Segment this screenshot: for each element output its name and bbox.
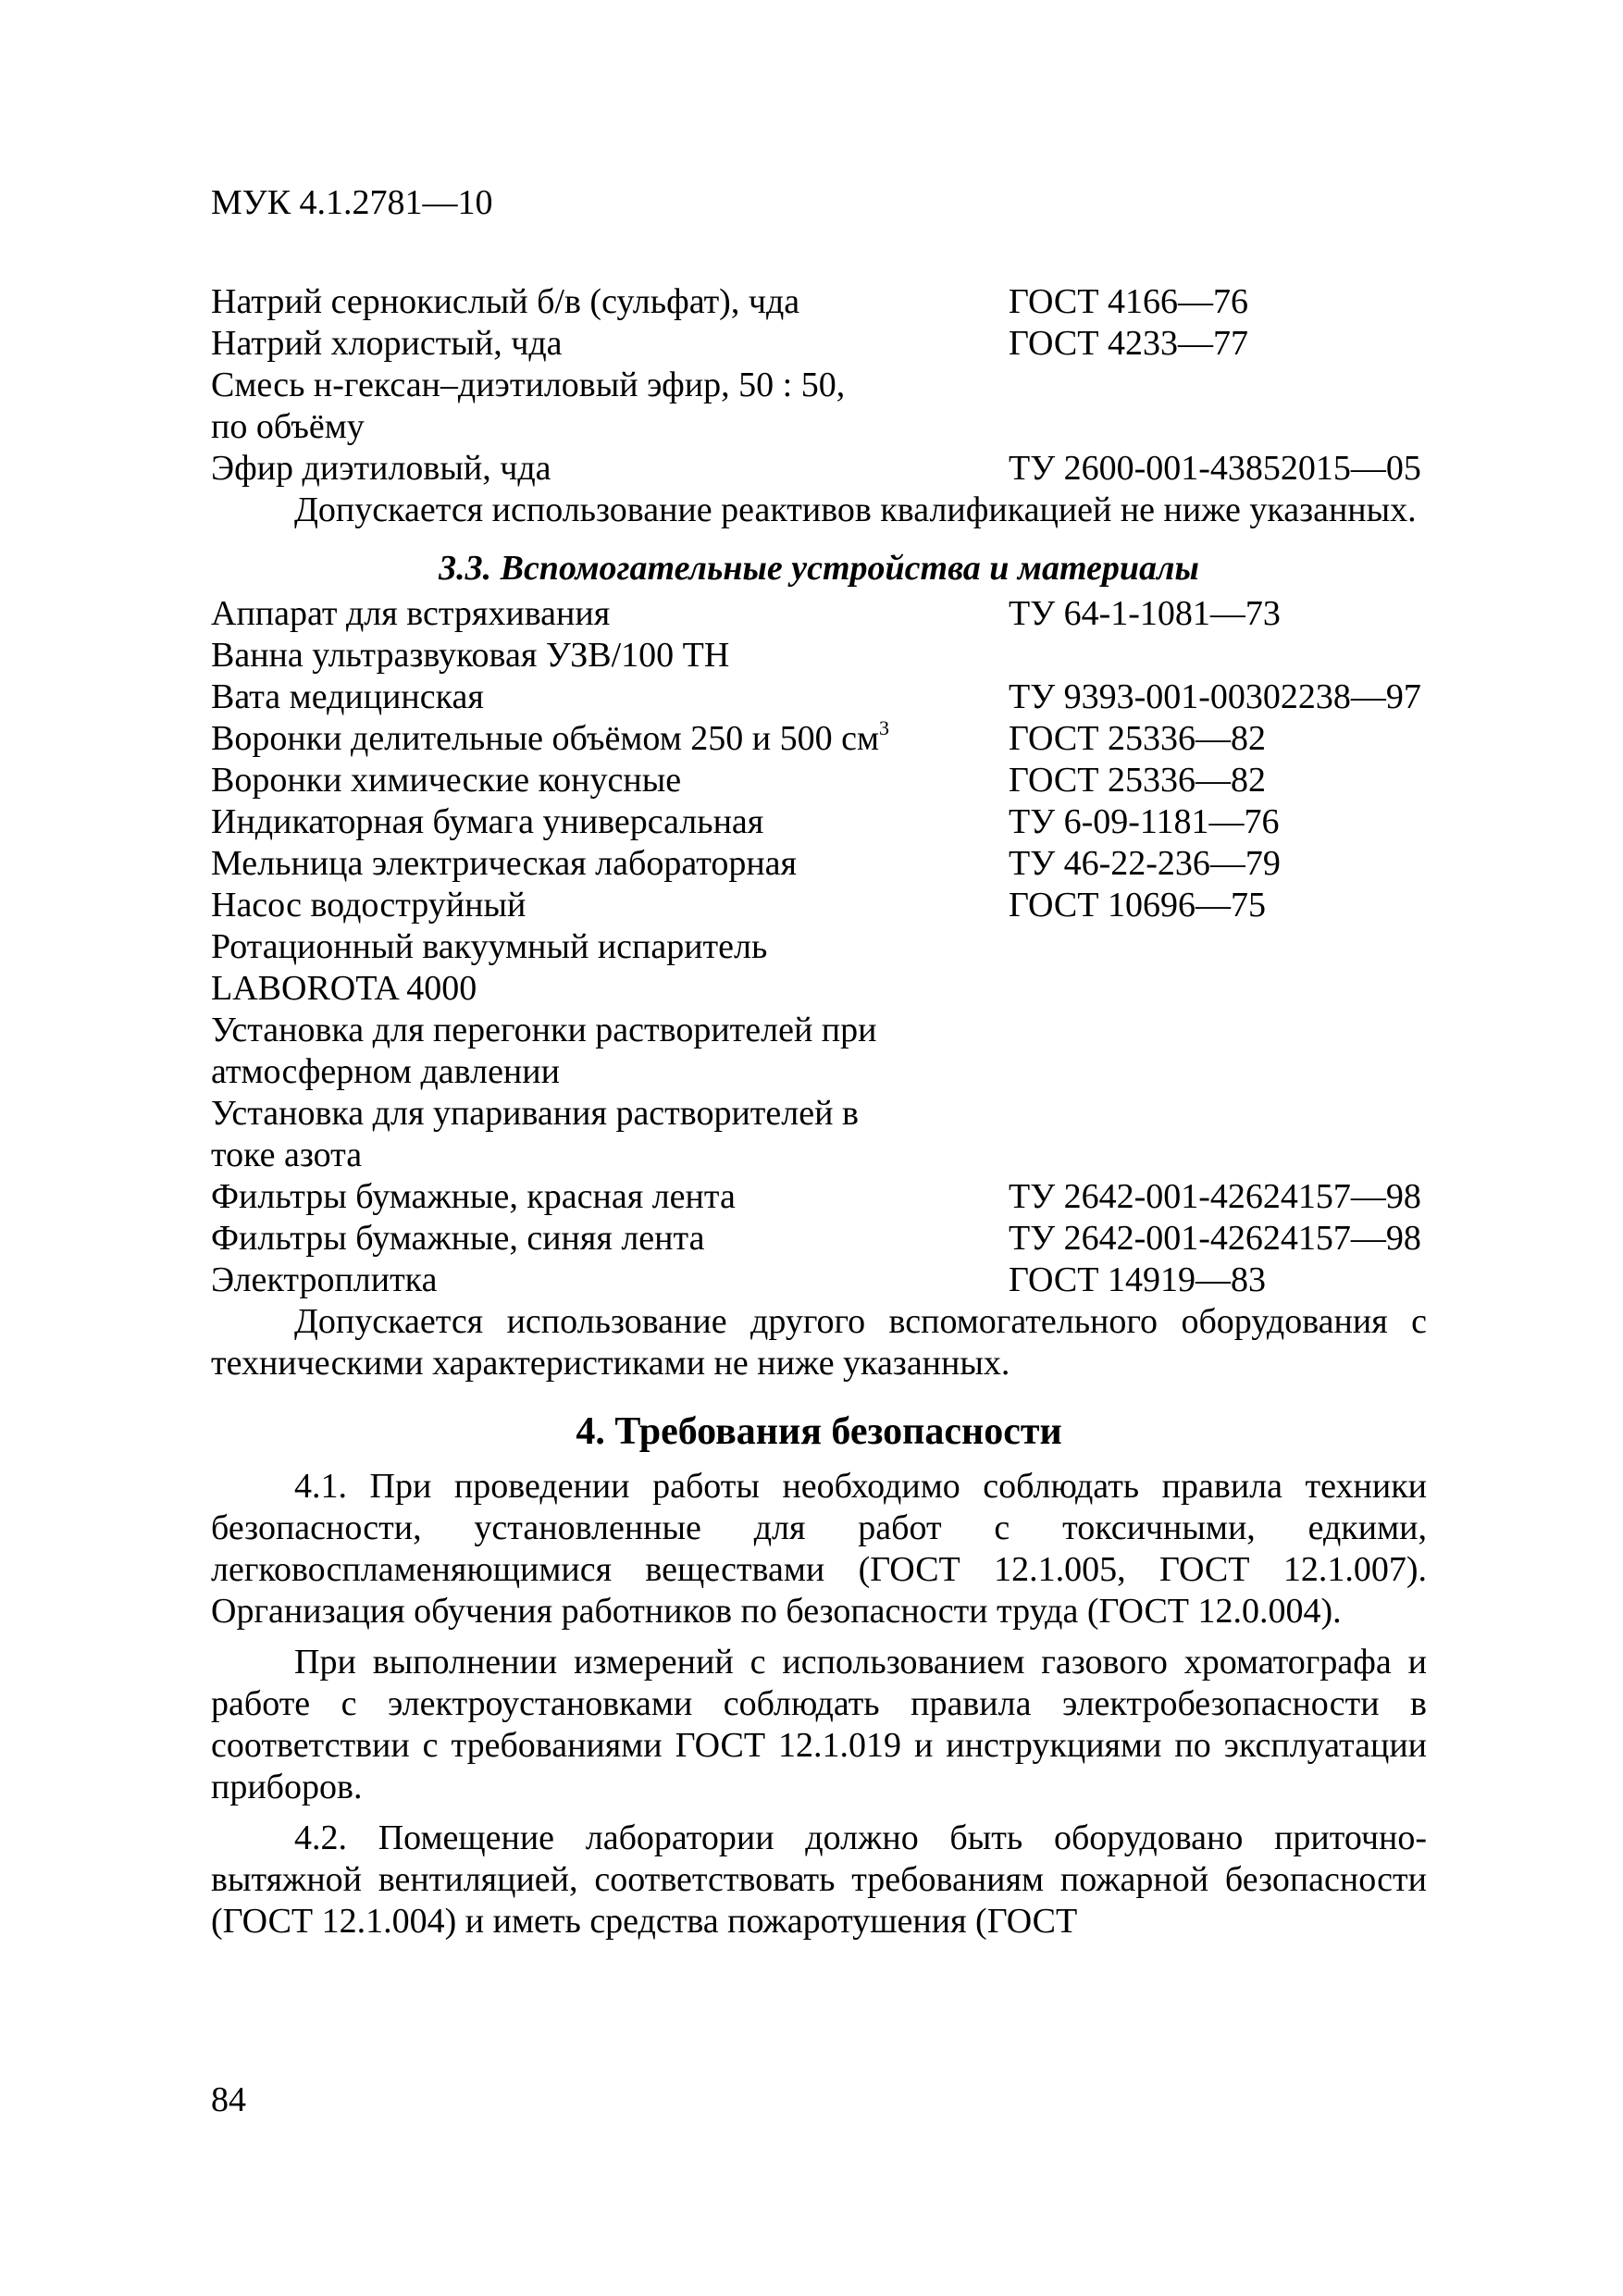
item-name: Эфир диэтиловый, чда — [211, 449, 551, 488]
list-item — [211, 1010, 1427, 1051]
list-item — [211, 843, 1427, 885]
item-name: Смесь н-гексан–диэтиловый эфир, 50 : 50, — [211, 366, 846, 404]
list-item — [211, 1093, 1427, 1135]
reagents-note: Допускается использование реактивов квалификацией не ниже указанных. — [294, 490, 1417, 529]
item-standard: ТУ 2642-001-42624157—98 — [1009, 1219, 1421, 1258]
item-standard: ТУ 6-09-1181—76 — [1009, 802, 1280, 841]
item-superscript: 3 — [879, 716, 889, 739]
item-standard: ТУ 64-1-1081—73 — [1009, 594, 1281, 633]
item-name: Ванна ультразвуковая УЗВ/100 ТН — [211, 636, 730, 675]
list-item — [211, 676, 1427, 718]
item-standard: ТУ 9393-001-00302238—97 — [1009, 677, 1421, 716]
reagent-list — [211, 281, 1427, 490]
running-header: МУК 4.1.2781—10 — [211, 183, 493, 222]
list-item — [211, 1260, 1427, 1301]
item-standard: ТУ 2642-001-42624157—98 — [1009, 1177, 1421, 1216]
item-standard — [1009, 926, 1427, 968]
item-name: Фильтры бумажные, красная лента — [211, 1177, 736, 1216]
item-name: токе азота — [211, 1136, 363, 1174]
paragraph: 4.1. При проведении работы необходимо соблюдать правила техники безопасности, установленные для работ с токсичными, едкими, легковоспламеняющимися веществами (ГОСТ 12.1.005, ГОСТ 12.1.007). Организация обучения работников по безопасности труда (ГОСТ 12.0.004). — [211, 1467, 1427, 1631]
item-standard — [1009, 365, 1427, 406]
item-standard — [1009, 1093, 1427, 1135]
equipment-list — [211, 593, 1427, 1301]
section-title: 4. Требования безопасности — [576, 1410, 1062, 1453]
item-name: Установка для упаривания растворителей в — [211, 1094, 859, 1133]
item-name: Вата медицинская — [211, 677, 484, 716]
list-item — [211, 760, 1427, 801]
paragraph: 4.2. Помещение лаборатории должно быть оборудовано приточно-вытяжной вентиляцией, соответствовать требованиям пожарной безопасности (ГОСТ 12.1.004) и иметь средства пожаротушения (ГОСТ — [211, 1818, 1427, 1941]
item-standard — [1009, 1135, 1427, 1176]
list-item — [211, 323, 1427, 365]
list-item — [211, 406, 1427, 448]
list-item — [211, 1051, 1427, 1093]
item-standard: ГОСТ 14919—83 — [1009, 1260, 1266, 1299]
item-name: Натрий сернокислый б/в (сульфат), чда — [211, 282, 800, 321]
item-name: Воронки химические конусные — [211, 761, 682, 800]
item-standard: ГОСТ 25336—82 — [1009, 761, 1266, 800]
paragraph: При выполнении измерений с использованием газового хроматографа и работе с электроустановками соблюдать правила электробезопасности в соответствии с требованиями ГОСТ 12.1.019 и инструкциями по эксплуатации приборов. — [211, 1643, 1427, 1806]
list-item — [211, 718, 1427, 760]
item-standard: ГОСТ 25336—82 — [1009, 719, 1266, 758]
equipment-note: Допускается использование другого вспомогательного оборудования с техническими характеристиками не ниже указанных. — [211, 1302, 1427, 1383]
item-name: Установка для перегонки растворителей при — [211, 1011, 877, 1049]
item-standard — [1009, 635, 1427, 676]
item-standard — [1009, 406, 1427, 448]
item-name: Натрий хлористый, чда — [211, 324, 563, 363]
list-item — [211, 1218, 1427, 1260]
document-page — [211, 181, 1427, 1942]
item-name: Ротационный вакуумный испаритель — [211, 927, 768, 966]
list-item — [211, 448, 1427, 490]
list-item — [211, 635, 1427, 676]
item-name: LABOROTA 4000 — [211, 969, 477, 1008]
list-item — [211, 281, 1427, 323]
list-item — [211, 593, 1427, 635]
subsection-title: 3.3. Вспомогательные устройства и материалы — [439, 549, 1199, 588]
item-name: Воронки делительные объёмом 250 и 500 $см^3$ — [211, 716, 889, 758]
item-name: по объёму — [211, 407, 365, 446]
list-item — [211, 801, 1427, 843]
item-standard: ГОСТ 4233—77 — [1009, 324, 1248, 363]
list-item — [211, 1176, 1427, 1218]
item-name: Насос водоструйный — [211, 886, 527, 925]
item-standard: ТУ 2600-001-43852015—05 — [1009, 449, 1421, 488]
list-item — [211, 365, 1427, 406]
item-standard — [1009, 1051, 1427, 1093]
item-name: Электроплитка — [211, 1260, 438, 1299]
item-standard — [1009, 1010, 1427, 1051]
item-standard: ГОСТ 4166—76 — [1009, 282, 1248, 321]
item-standard: ТУ 46-22-236—79 — [1009, 844, 1281, 883]
list-item — [211, 885, 1427, 926]
item-standard — [1009, 968, 1427, 1010]
item-name: Индикаторная бумага универсальная — [211, 802, 764, 841]
item-name: атмосферном давлении — [211, 1052, 560, 1091]
list-item — [211, 1135, 1427, 1176]
item-name: Мельница электрическая лабораторная — [211, 844, 797, 883]
item-standard: ГОСТ 10696—75 — [1009, 886, 1266, 925]
list-item — [211, 968, 1427, 1010]
item-name: Фильтры бумажные, синяя лента — [211, 1219, 705, 1258]
list-item — [211, 926, 1427, 968]
item-name: Аппарат для встряхивания — [211, 594, 611, 633]
page-number: 84 — [211, 2080, 246, 2119]
